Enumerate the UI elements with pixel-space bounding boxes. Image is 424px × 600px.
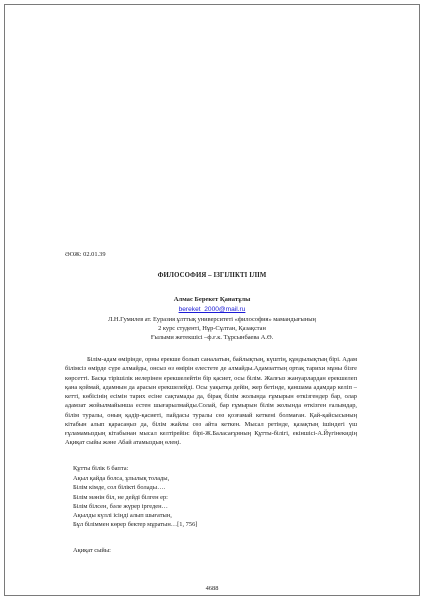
page-number: 4688 bbox=[205, 585, 219, 592]
after-poem-heading: Ақиқат сыйы: bbox=[73, 547, 111, 554]
poem-line: Білім білсен, бәле жүрер іргеден… bbox=[73, 502, 168, 510]
article-title: ФИЛОСОФИЯ – ІЗГІЛІКТІ ІЛІМ bbox=[157, 272, 267, 279]
poem-line: Ақылды күллі ісіңді алып шығатын, bbox=[73, 512, 172, 519]
body-paragraph: Білім-адам өмірінде, орны ерекше болып саналатын, байлықтың, күштің, құндылықтың бірі. Адам білімсіз өмірде сүре алмайды, онсыз өз өмірін елестете де алмайды.Адамзаттың ортақ тарихи мұны бізге көрсетті. Басқа тірішілік иелерінен ерекшелейтін бір қасиет, осы білім. Жалғыз жануарлардан ерекшелеп қана қоймай, адамнын да арасын ерекшелейді. Осы уақытқа дейін, жер бетінде, қаншама адамдар келіп – кетті, көбісінің есімін тарих есіне сақтамады да, бірақ білім жолында ғұмырын өткізгендер бар, олар адамзат жойылмайынша естен шығарылмайды.Солай, бар ғұмырын білім жолында өткізген ғалымдар, білім туралы, оның қадір-қасиеті, пайдасы туралы сөз қозғамай кеткені болмаған. Қай-қайсысының кітабын алып қарасаңыз да, білім жайлы сөз айта кеткен. Мысал ретінде, қазақтың ішіндегі үш ғұламамыздың кітабынан мысал келтірейін: бірі-Ж.Баласағұнның Құтты-білігі, екіншісі-А.Йүгінекидің Ақиқат сыйы және Абай атамыздың өлеңі. bbox=[65, 356, 357, 447]
poem-block bbox=[73, 474, 197, 530]
poem-line: Ақыл қайда болса, ұлылық толады, bbox=[73, 475, 170, 482]
author-name: Алмас Берекет Қанатұлы bbox=[173, 296, 251, 303]
affiliation-line-2: 2 курс студенті, Нұр-Сұлтан, Қазақстан bbox=[158, 325, 266, 332]
affiliation-line-1: Л.Н.Гумилев ат. Еуразия ұлттық университеті «философия» мамандығының bbox=[108, 316, 316, 323]
poem-intro: Құтты білік 6 бапта: bbox=[73, 465, 129, 472]
body-text bbox=[65, 355, 357, 448]
affiliation-line-3: Ғылыми жетекшісі –ф.ғ.к. Тұрсынбаева А.Ө. bbox=[150, 334, 274, 341]
author-email-link[interactable]: bereket_2000@mail.ru bbox=[178, 306, 246, 313]
poem-line: Білім мәнін біл, не дейді білген ер: bbox=[73, 493, 168, 501]
udc-code: ӘОЖ: 02.01.39 bbox=[65, 251, 106, 258]
poem-line: Білім кімде, сол білікті болады…. bbox=[73, 484, 166, 492]
poem-line: Бұл біліммен көрер бектер мұратын…[1, 756] bbox=[73, 521, 198, 529]
